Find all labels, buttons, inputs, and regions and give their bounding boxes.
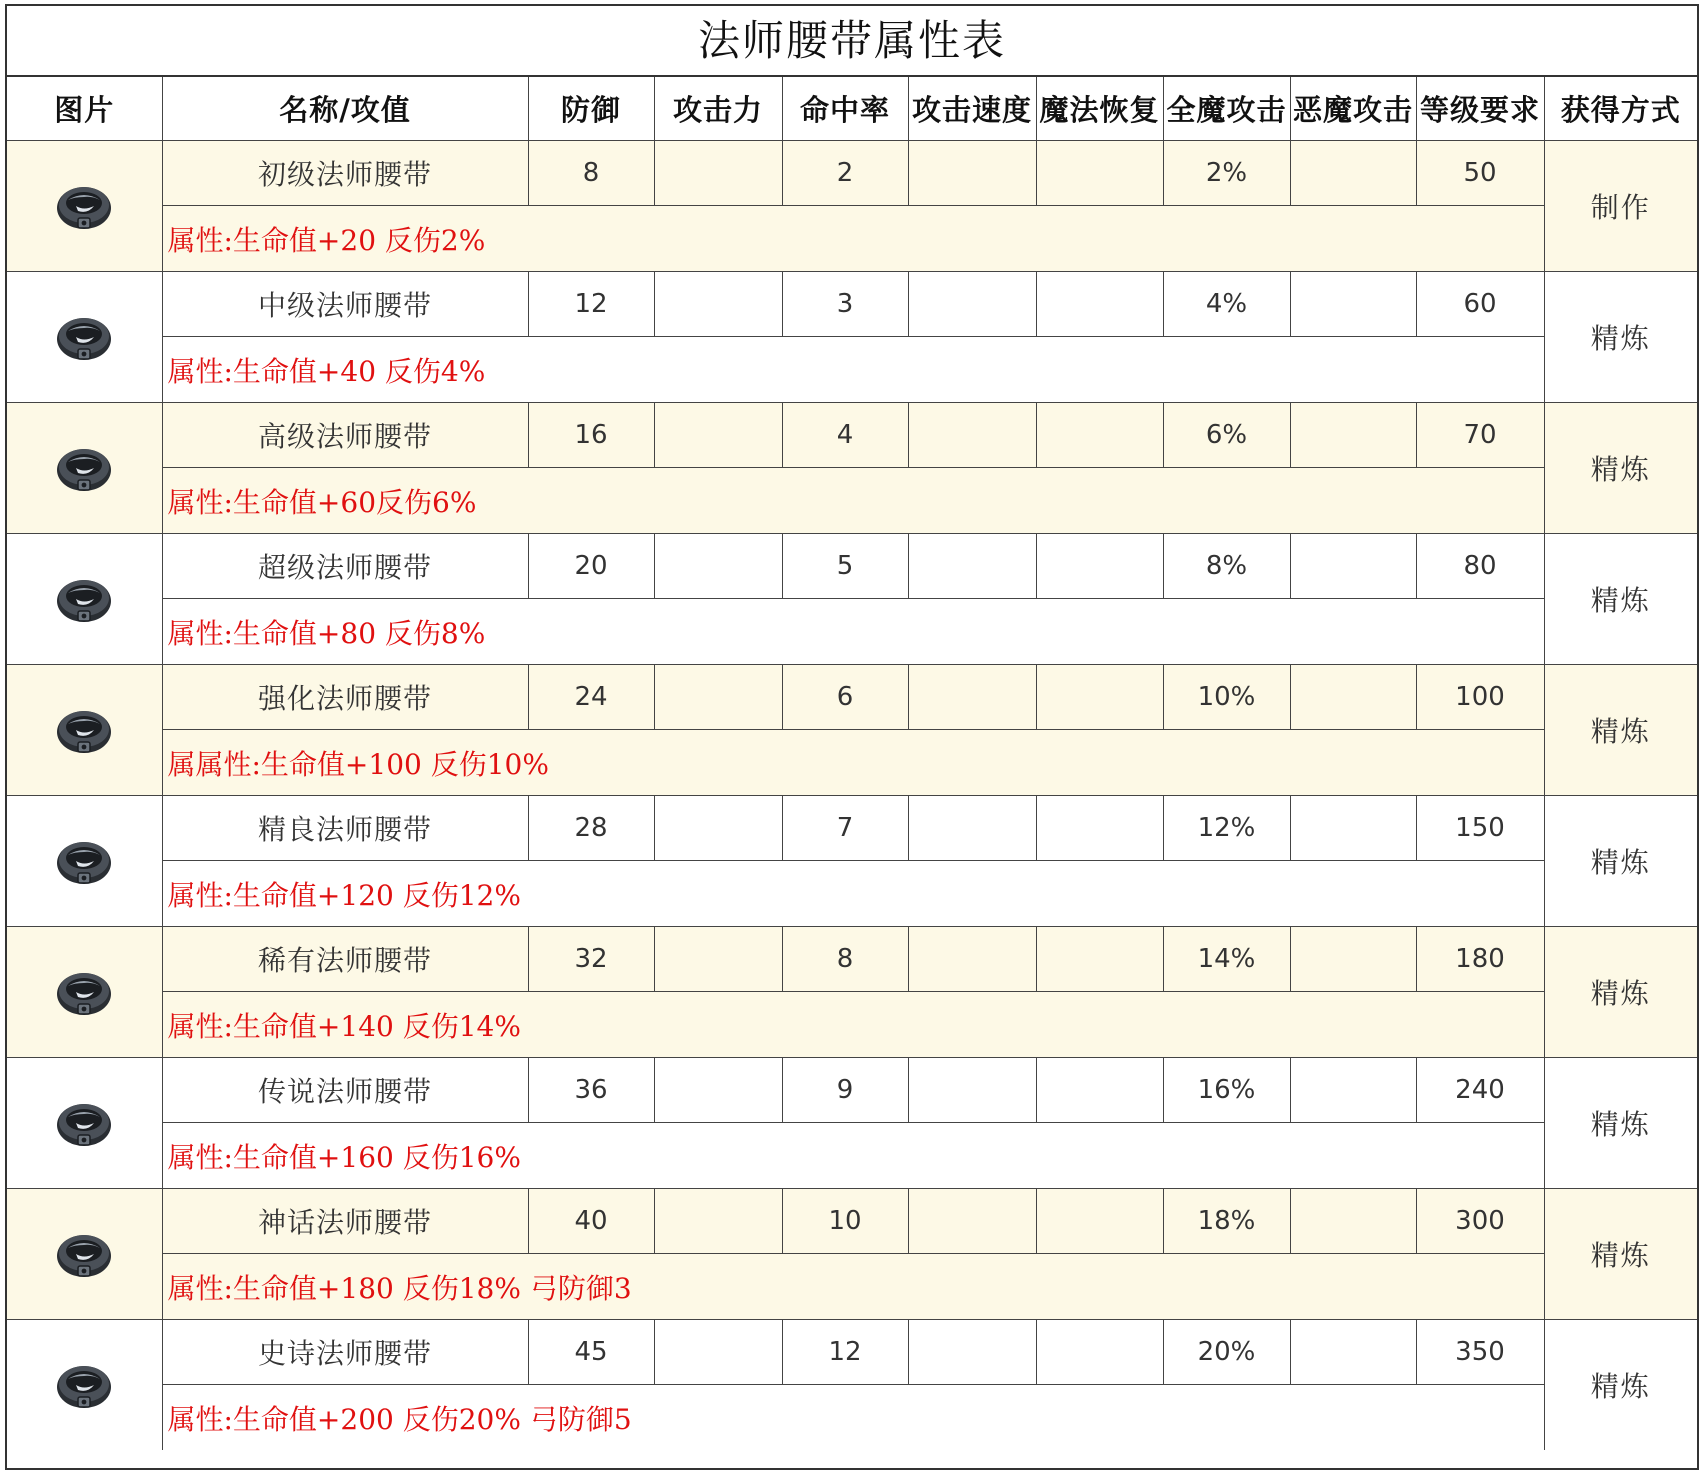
table-row-attributes (7, 1123, 1697, 1189)
belt-icon (7, 964, 162, 1020)
item-name: 精良法师腰带 (162, 796, 528, 861)
demon-attack-value (1290, 665, 1416, 730)
item-name: 神话法师腰带 (162, 1189, 528, 1254)
mana-recovery-value (1036, 272, 1163, 337)
defense-value: 24 (528, 665, 654, 730)
item-attributes: 属性:生命值+60反伤6% (162, 468, 1544, 534)
belt-icon (7, 440, 162, 496)
table-row-attributes (7, 992, 1697, 1058)
hit-rate-value: 9 (782, 1058, 908, 1123)
attack-speed-value (908, 272, 1036, 337)
attack-value (654, 1058, 782, 1123)
demon-attack-value (1290, 1058, 1416, 1123)
attack-value (654, 1320, 782, 1385)
table-row-attributes (7, 730, 1697, 796)
item-attributes: 属性:生命值+140 反伤14% (162, 992, 1544, 1058)
obtain-method: 精炼 (1544, 272, 1697, 403)
item-name: 中级法师腰带 (162, 272, 528, 337)
demon-attack-value (1290, 1189, 1416, 1254)
defense-value: 36 (528, 1058, 654, 1123)
attack-speed-value (908, 403, 1036, 468)
mana-recovery-value (1036, 534, 1163, 599)
header-all-magic-attack: 全魔攻击 (1163, 77, 1290, 141)
demon-attack-value (1290, 534, 1416, 599)
attack-speed-value (908, 927, 1036, 992)
table-row-attributes (7, 599, 1697, 665)
belt-icon (7, 178, 162, 234)
obtain-method: 精炼 (1544, 665, 1697, 796)
level-requirement-value: 240 (1416, 1058, 1544, 1123)
level-requirement-value: 60 (1416, 272, 1544, 337)
belt-icon (7, 571, 162, 627)
all-magic-attack-value: 12% (1163, 796, 1290, 861)
all-magic-attack-value: 8% (1163, 534, 1290, 599)
item-name: 高级法师腰带 (162, 403, 528, 468)
defense-value: 40 (528, 1189, 654, 1254)
item-image-cell (7, 796, 162, 927)
belt-icon (7, 833, 162, 889)
all-magic-attack-value: 6% (1163, 403, 1290, 468)
item-name: 稀有法师腰带 (162, 927, 528, 992)
table-row-attributes (7, 1254, 1697, 1320)
attack-speed-value (908, 1320, 1036, 1385)
attack-value (654, 665, 782, 730)
level-requirement-value: 150 (1416, 796, 1544, 861)
hit-rate-value: 2 (782, 141, 908, 206)
attribute-table-frame (5, 4, 1699, 1470)
item-image-cell (7, 403, 162, 534)
header-obtain-method: 获得方式 (1544, 77, 1697, 141)
belt-icon (7, 1357, 162, 1413)
item-name: 史诗法师腰带 (162, 1320, 528, 1385)
table-row (7, 1058, 1697, 1123)
mana-recovery-value (1036, 403, 1163, 468)
mana-recovery-value (1036, 141, 1163, 206)
attack-speed-value (908, 796, 1036, 861)
hit-rate-value: 8 (782, 927, 908, 992)
mana-recovery-value (1036, 1058, 1163, 1123)
item-attributes: 属性:生命值+40 反伤4% (162, 337, 1544, 403)
item-attributes: 属性:生命值+20 反伤2% (162, 206, 1544, 272)
item-name: 初级法师腰带 (162, 141, 528, 206)
item-name: 传说法师腰带 (162, 1058, 528, 1123)
item-image-cell (7, 1320, 162, 1451)
header-row (7, 77, 1697, 141)
attack-value (654, 272, 782, 337)
attack-speed-value (908, 141, 1036, 206)
table-row (7, 665, 1697, 730)
header-demon-attack: 恶魔攻击 (1290, 77, 1416, 141)
mana-recovery-value (1036, 1320, 1163, 1385)
defense-value: 16 (528, 403, 654, 468)
defense-value: 32 (528, 927, 654, 992)
hit-rate-value: 5 (782, 534, 908, 599)
item-name: 超级法师腰带 (162, 534, 528, 599)
item-attributes: 属性:生命值+160 反伤16% (162, 1123, 1544, 1189)
all-magic-attack-value: 2% (1163, 141, 1290, 206)
obtain-method: 精炼 (1544, 796, 1697, 927)
table-row (7, 272, 1697, 337)
header-name: 名称/攻值 (162, 77, 528, 141)
attack-value (654, 403, 782, 468)
demon-attack-value (1290, 141, 1416, 206)
obtain-method: 精炼 (1544, 1058, 1697, 1189)
attack-speed-value (908, 1058, 1036, 1123)
all-magic-attack-value: 10% (1163, 665, 1290, 730)
all-magic-attack-value: 18% (1163, 1189, 1290, 1254)
table-row-attributes (7, 468, 1697, 534)
header-mana-recovery: 魔法恢复 (1036, 77, 1163, 141)
header-image: 图片 (7, 77, 162, 141)
mana-recovery-value (1036, 1189, 1163, 1254)
defense-value: 20 (528, 534, 654, 599)
hit-rate-value: 7 (782, 796, 908, 861)
demon-attack-value (1290, 272, 1416, 337)
item-name: 强化法师腰带 (162, 665, 528, 730)
item-attributes: 属性:生命值+180 反伤18% 弓防御3 (162, 1254, 1544, 1320)
item-image-cell (7, 1058, 162, 1189)
table-row (7, 403, 1697, 468)
demon-attack-value (1290, 1320, 1416, 1385)
attack-value (654, 141, 782, 206)
table-row-attributes (7, 1385, 1697, 1451)
belt-icon (7, 702, 162, 758)
demon-attack-value (1290, 927, 1416, 992)
all-magic-attack-value: 14% (1163, 927, 1290, 992)
item-attributes: 属性:生命值+200 反伤20% 弓防御5 (162, 1385, 1544, 1451)
level-requirement-value: 70 (1416, 403, 1544, 468)
table-title: 法师腰带属性表 (7, 6, 1697, 77)
attribute-table (7, 77, 1697, 1450)
level-requirement-value: 180 (1416, 927, 1544, 992)
table-row-attributes (7, 206, 1697, 272)
attack-value (654, 927, 782, 992)
defense-value: 28 (528, 796, 654, 861)
obtain-method: 精炼 (1544, 1189, 1697, 1320)
all-magic-attack-value: 4% (1163, 272, 1290, 337)
header-hit-rate: 命中率 (782, 77, 908, 141)
table-row (7, 796, 1697, 861)
attack-speed-value (908, 534, 1036, 599)
obtain-method: 精炼 (1544, 534, 1697, 665)
level-requirement-value: 300 (1416, 1189, 1544, 1254)
demon-attack-value (1290, 796, 1416, 861)
level-requirement-value: 50 (1416, 141, 1544, 206)
mana-recovery-value (1036, 927, 1163, 992)
obtain-method: 制作 (1544, 141, 1697, 272)
item-image-cell (7, 1189, 162, 1320)
level-requirement-value: 350 (1416, 1320, 1544, 1385)
defense-value: 8 (528, 141, 654, 206)
defense-value: 45 (528, 1320, 654, 1385)
item-attributes: 属性:生命值+80 反伤8% (162, 599, 1544, 665)
table-row (7, 141, 1697, 206)
item-attributes: 属属性:生命值+100 反伤10% (162, 730, 1544, 796)
item-image-cell (7, 534, 162, 665)
all-magic-attack-value: 16% (1163, 1058, 1290, 1123)
obtain-method: 精炼 (1544, 403, 1697, 534)
obtain-method: 精炼 (1544, 927, 1697, 1058)
table-row (7, 927, 1697, 992)
table-row-attributes (7, 337, 1697, 403)
item-image-cell (7, 141, 162, 272)
table-row (7, 534, 1697, 599)
demon-attack-value (1290, 403, 1416, 468)
table-row (7, 1320, 1697, 1385)
attack-value (654, 796, 782, 861)
header-attack: 攻击力 (654, 77, 782, 141)
attack-value (654, 1189, 782, 1254)
hit-rate-value: 4 (782, 403, 908, 468)
belt-icon (7, 1226, 162, 1282)
belt-icon (7, 309, 162, 365)
mana-recovery-value (1036, 665, 1163, 730)
header-attack-speed: 攻击速度 (908, 77, 1036, 141)
belt-icon (7, 1095, 162, 1151)
header-defense: 防御 (528, 77, 654, 141)
item-image-cell (7, 927, 162, 1058)
hit-rate-value: 6 (782, 665, 908, 730)
hit-rate-value: 12 (782, 1320, 908, 1385)
level-requirement-value: 80 (1416, 534, 1544, 599)
item-image-cell (7, 665, 162, 796)
mana-recovery-value (1036, 796, 1163, 861)
level-requirement-value: 100 (1416, 665, 1544, 730)
attack-value (654, 534, 782, 599)
defense-value: 12 (528, 272, 654, 337)
all-magic-attack-value: 20% (1163, 1320, 1290, 1385)
attack-speed-value (908, 1189, 1036, 1254)
hit-rate-value: 3 (782, 272, 908, 337)
hit-rate-value: 10 (782, 1189, 908, 1254)
item-attributes: 属性:生命值+120 反伤12% (162, 861, 1544, 927)
table-row-attributes (7, 861, 1697, 927)
table-row (7, 1189, 1697, 1254)
attack-speed-value (908, 665, 1036, 730)
header-level-requirement: 等级要求 (1416, 77, 1544, 141)
obtain-method: 精炼 (1544, 1320, 1697, 1451)
item-image-cell (7, 272, 162, 403)
